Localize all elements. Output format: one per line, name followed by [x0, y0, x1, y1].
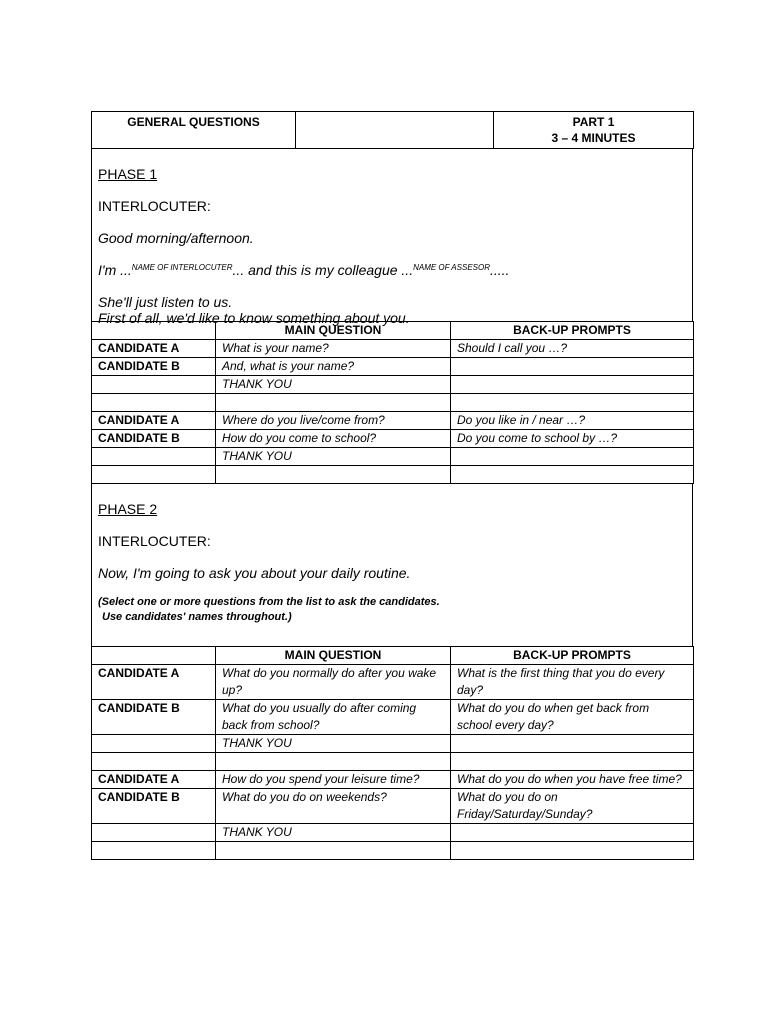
table-row — [92, 412, 694, 430]
candidate-label — [92, 394, 216, 412]
backup-prompt — [451, 358, 694, 376]
main-question — [216, 842, 451, 860]
phase2-table — [91, 646, 694, 860]
header-general-questions: GENERAL QUESTIONS — [92, 112, 296, 149]
table-row — [92, 430, 694, 448]
header-duration: 3 – 4 MINUTES — [551, 131, 636, 145]
main-question: How do you come to school? — [216, 430, 451, 448]
table-row — [92, 735, 694, 753]
table-row — [92, 700, 694, 735]
backup-prompt: Do you come to school by …? — [451, 430, 694, 448]
candidate-label: CANDIDATE B — [92, 789, 216, 824]
phase1-intro-line — [98, 262, 686, 278]
phase2-speaker: INTERLOCUTER: — [98, 533, 211, 549]
table-row — [92, 824, 694, 842]
phase1-greeting: Good morning/afternoon. — [98, 230, 254, 246]
main-question — [216, 394, 451, 412]
intro-end: ..... — [489, 262, 510, 278]
candidate-label: CANDIDATE A — [92, 665, 216, 700]
table-row — [92, 771, 694, 789]
table-row — [92, 448, 694, 466]
backup-prompt: What do you do when get back from school every day? — [451, 700, 694, 735]
main-question: Where do you live/come from? — [216, 412, 451, 430]
phase2-note2: Use candidates' names throughout.) — [102, 611, 292, 623]
phase2-line1: Now, I'm going to ask you about your daily routine. — [98, 565, 411, 581]
table-row — [92, 842, 694, 860]
intro-name-assesor: NAME OF ASSESOR — [413, 263, 490, 272]
phase2-col-main: MAIN QUESTION — [216, 647, 451, 665]
candidate-label: CANDIDATE B — [92, 358, 216, 376]
table-row — [92, 340, 694, 358]
phase1-col-backup: BACK-UP PROMPTS — [451, 322, 694, 340]
phase1-line2: First of all, we'd like to know something about you. — [98, 310, 410, 326]
backup-prompt — [451, 824, 694, 842]
table-row — [92, 665, 694, 700]
intro-im: I'm ... — [98, 262, 132, 278]
header-part-number: PART 1 — [572, 115, 615, 129]
phase2-col-backup: BACK-UP PROMPTS — [451, 647, 694, 665]
phase2-col-blank — [92, 647, 216, 665]
table-row — [92, 394, 694, 412]
candidate-label — [92, 376, 216, 394]
main-question — [216, 753, 451, 771]
phase2-intro — [91, 484, 693, 646]
backup-prompt: Should I call you …? — [451, 340, 694, 358]
backup-prompt — [451, 753, 694, 771]
backup-prompt: Do you like in / near …? — [451, 412, 694, 430]
header-part — [494, 112, 694, 149]
phase2-title: PHASE 2 — [98, 501, 158, 517]
main-question: THANK YOU — [216, 824, 451, 842]
candidate-label: CANDIDATE B — [92, 700, 216, 735]
exam-document — [91, 111, 693, 860]
backup-prompt — [451, 376, 694, 394]
candidate-label: CANDIDATE A — [92, 412, 216, 430]
candidate-label: CANDIDATE A — [92, 771, 216, 789]
backup-prompt: What do you do on Friday/Saturday/Sunday? — [451, 789, 694, 824]
candidate-label: CANDIDATE A — [92, 340, 216, 358]
candidate-label — [92, 735, 216, 753]
main-question: What do you do on weekends? — [216, 789, 451, 824]
phase1-col-main: MAIN QUESTION — [216, 322, 451, 340]
table-row — [92, 753, 694, 771]
backup-prompt: What is the first thing that you do every day? — [451, 665, 694, 700]
table-row — [92, 789, 694, 824]
main-question: What is your name? — [216, 340, 451, 358]
main-question: THANK YOU — [216, 376, 451, 394]
phase1-speaker: INTERLOCUTER: — [98, 198, 211, 214]
candidate-label: CANDIDATE B — [92, 430, 216, 448]
backup-prompt — [451, 735, 694, 753]
header-blank — [296, 112, 494, 149]
phase1-intro — [91, 149, 693, 326]
phase1-line1: She'll just listen to us. — [98, 294, 233, 310]
candidate-label — [92, 753, 216, 771]
main-question: What do you normally do after you wake up? — [216, 665, 451, 700]
backup-prompt — [451, 842, 694, 860]
table-row — [92, 358, 694, 376]
candidate-label — [92, 466, 216, 484]
header-table — [91, 111, 694, 149]
phase1-title: PHASE 1 — [98, 166, 158, 182]
table-row — [92, 376, 694, 394]
intro-name-interlocuter: NAME OF INTERLOCUTER — [131, 263, 233, 272]
phase1-table — [91, 321, 694, 484]
main-question: And, what is your name? — [216, 358, 451, 376]
table-row — [92, 466, 694, 484]
main-question: THANK YOU — [216, 735, 451, 753]
main-question — [216, 466, 451, 484]
intro-mid: ... and this is my colleague ... — [232, 262, 414, 278]
candidate-label — [92, 448, 216, 466]
phase2-note1: (Select one or more questions from the list to ask the candidates. — [98, 596, 440, 608]
main-question: THANK YOU — [216, 448, 451, 466]
backup-prompt — [451, 466, 694, 484]
backup-prompt — [451, 448, 694, 466]
backup-prompt — [451, 394, 694, 412]
main-question: How do you spend your leisure time? — [216, 771, 451, 789]
backup-prompt: What do you do when you have free time? — [451, 771, 694, 789]
candidate-label — [92, 824, 216, 842]
main-question: What do you usually do after coming back from school? — [216, 700, 451, 735]
candidate-label — [92, 842, 216, 860]
